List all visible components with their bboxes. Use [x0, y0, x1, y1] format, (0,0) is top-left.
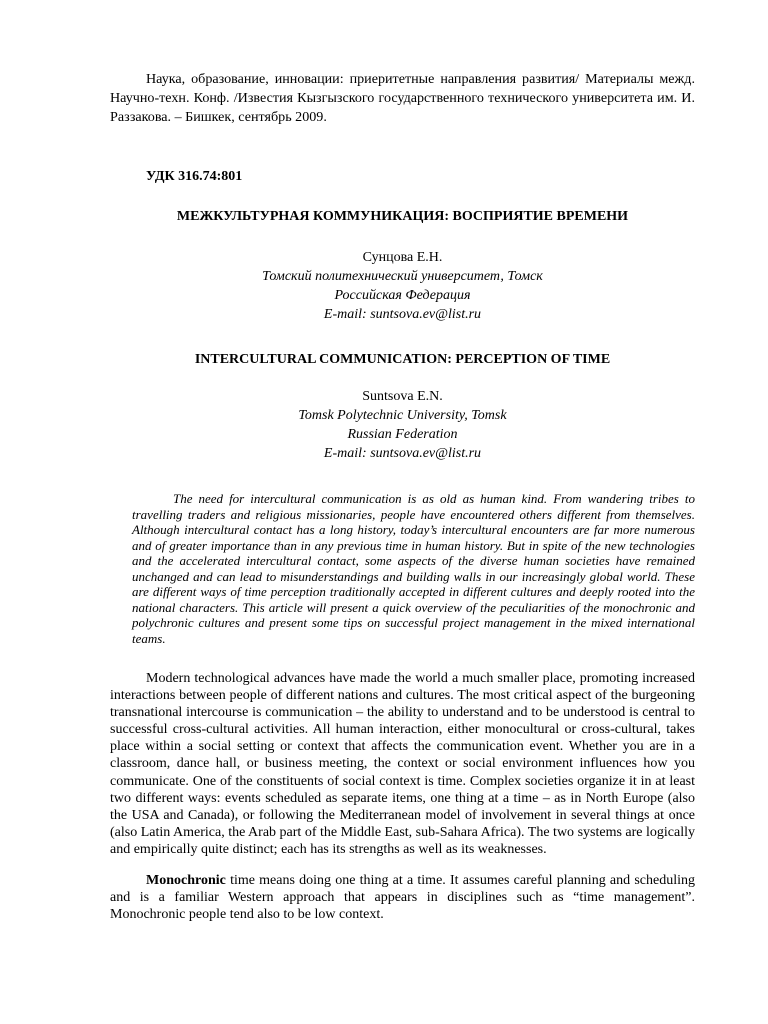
author-affiliation: Томский политехнический университет, Томск	[262, 269, 543, 284]
body-paragraph-2	[110, 872, 695, 923]
author-country: Российская Федерация	[334, 288, 471, 303]
author-affiliation-en: Tomsk Polytechnic University, Tomsk	[298, 408, 507, 423]
author-email-en: E-mail: suntsova.ev@list.ru	[323, 446, 482, 461]
header-citation: Наука, образование, инновации: приеритетные направления развития/ Материалы межд. Научно-техн. Конф. /Известия Кызгызского государственного технического университета им. И. Раззакова. – Бишкек, сентябрь 2009.	[110, 71, 695, 125]
author-name-en: Suntsova E.N.	[362, 389, 443, 404]
author-block-russian	[110, 248, 695, 324]
author-block-english	[110, 387, 695, 463]
author-email: E-mail: suntsova.ev@list.ru	[323, 307, 482, 322]
abstract: The need for intercultural communication is as old as human kind. From wandering tribes to travelling traders and religious missionaries, people have encountered others different from themselves. Although intercultural contact has a long history, today’s intercultural encounters are far more numerous and of greater importance than in any previous time in human history. But in spite of the new technologies and the accelerated intercultural contact, some aspects of the diverse human societies have remained unchanged and can lead to misunderstandings and building walls in our increasingly global world. These are different ways of time perception traditionally accepted in different cultures and deeply rooted into the national characters. This article will present a quick overview of the peculiarities of the monochronic and polychronic cultures and present some tips on successful project management in the mixed international teams.	[132, 491, 695, 646]
term-monochronic: Monochronic	[146, 873, 226, 889]
body-paragraph-2-text: time means doing one thing at a time. It assumes careful planning and scheduling and is a familiar Western approach that appears in disciplines such as “time management”. Monochronic people tend also to be low context.	[110, 873, 695, 923]
author-name: Сунцова Е.Н.	[362, 250, 443, 265]
title-russian: МЕЖКУЛЬТУРНАЯ КОММУНИКАЦИЯ: ВОСПРИЯТИЕ ВРЕМЕНИ	[176, 209, 629, 224]
body-paragraph-1: Modern technological advances have made the world a much smaller place, promoting increased interactions between people of different nations and cultures. The most critical aspect of the burgeoning transnational intercourse is communication – the ability to understand and to be understood is central to successful cross-cultural activities. All human interaction, either monocultural or cross-cultural, takes place within a social setting or context that affects the communication event. Whether you are in a classroom, dance hall, or business meeting, the context or social environment influences how you communicate. One of the constituents of social context is time. Complex societies organize it in at least two different ways: events scheduled as separate items, one thing at a time – as in North Europe (also the USA and Canada), or following the Mediterranean model of involvement in several things at once (also Latin America, the Arab part of the Middle East, sub-Sahara Africa). The two systems are logically and empirically quite distinct; each has its strengths as well as its weaknesses.	[110, 671, 695, 857]
author-country-en: Russian Federation	[347, 427, 458, 442]
udk-code: УДК 316.74:801	[146, 169, 243, 184]
title-english: INTERCULTURAL COMMUNICATION: PERCEPTION OF TIME	[194, 352, 611, 367]
